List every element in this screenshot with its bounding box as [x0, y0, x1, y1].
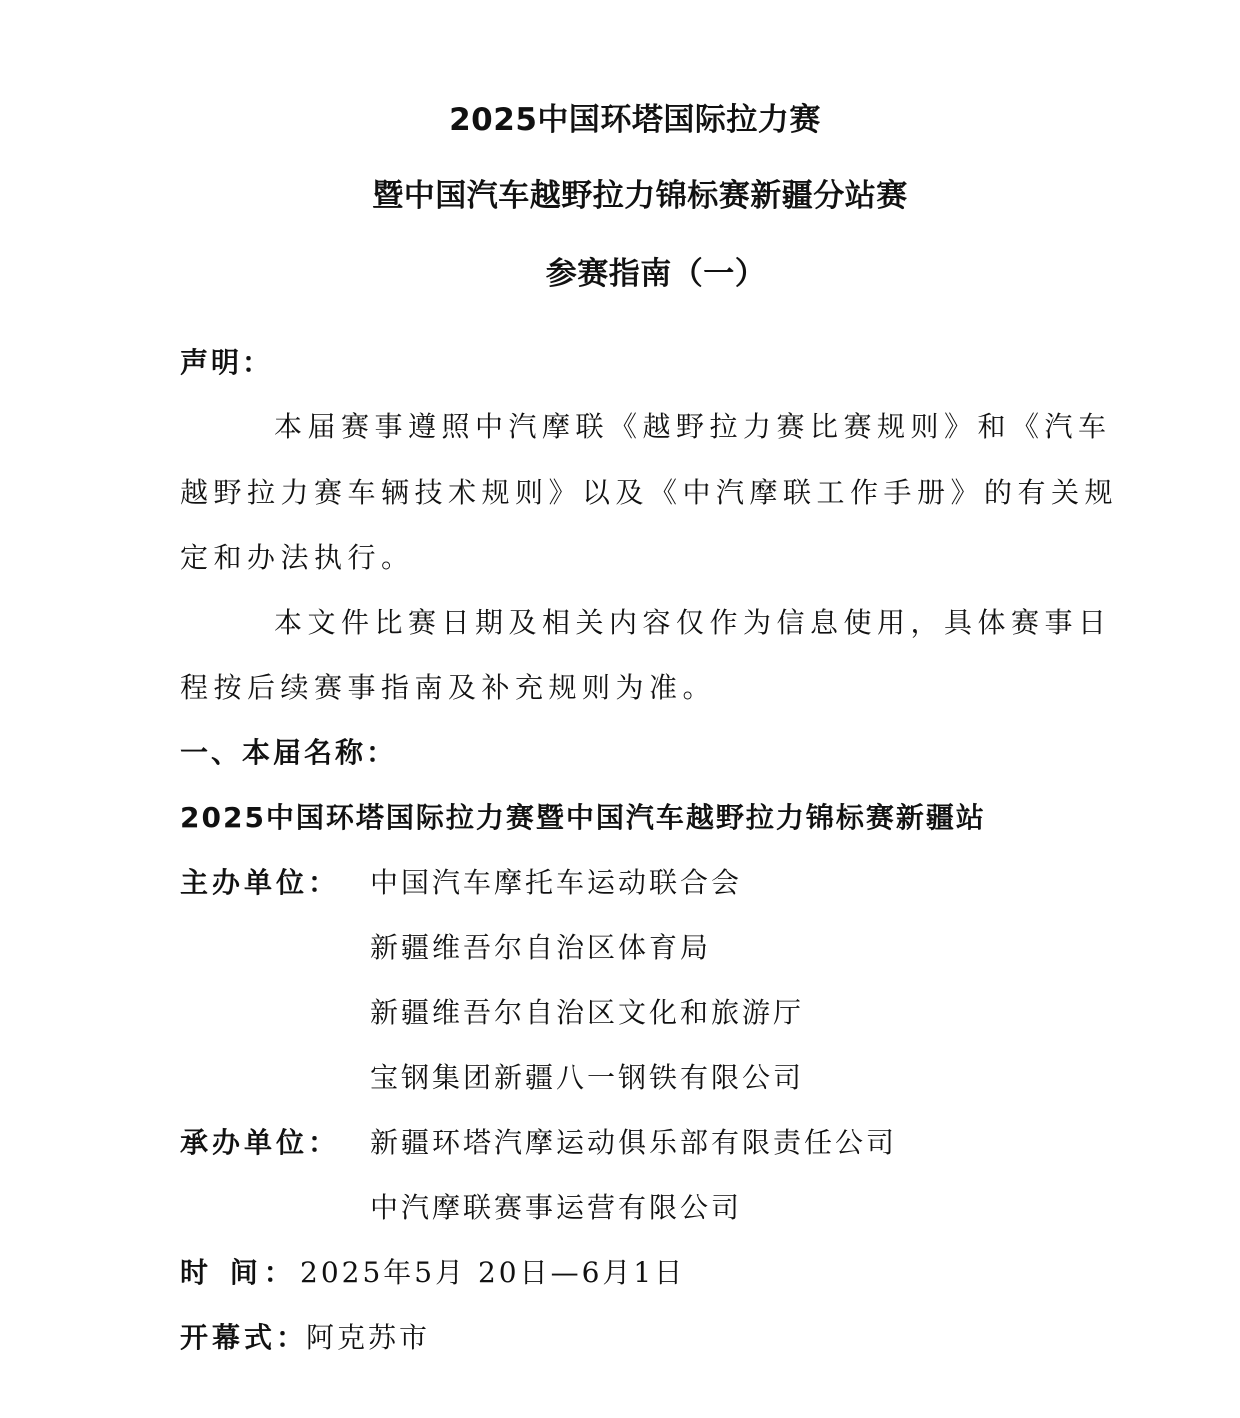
- section-1-heading: 一、本届名称：: [180, 736, 398, 769]
- hosts-label: 承办单位：: [180, 1126, 341, 1159]
- document-title-line-2: 暨中国汽车越野拉力锦标赛新疆分站赛: [372, 178, 908, 214]
- statement-paragraph-2-line-2: 程按后续赛事指南及补充规则为准。: [180, 671, 717, 704]
- host-item: 新疆环塔汽摩运动俱乐部有限责任公司: [370, 1126, 898, 1159]
- organizer-item: 新疆维吾尔自治区文化和旅游厅: [370, 996, 805, 1029]
- organizers-label: 主办单位：: [180, 866, 341, 899]
- statement-paragraph-1-line-2: 越野拉力赛车辆技术规则》以及《中汽摩联工作手册》的有关规: [180, 476, 1119, 509]
- organizer-item: 新疆维吾尔自治区体育局: [370, 931, 712, 964]
- statement-paragraph-1-line-3: 定和办法执行。: [180, 541, 415, 574]
- document-title-line-1: 2025中国环塔国际拉力赛: [449, 102, 821, 138]
- time-label: 时 间：: [180, 1256, 298, 1289]
- statement-paragraph-2-line-1: 本文件比赛日期及相关内容仅作为信息使用，具体赛事日: [274, 606, 1112, 639]
- document-title-line-3: 参赛指南（一）: [545, 256, 767, 292]
- organizer-item: 宝钢集团新疆八一钢铁有限公司: [370, 1061, 805, 1094]
- organizer-item: 中国汽车摩托车运动联合会: [370, 866, 743, 899]
- opening-value: 阿克苏市: [306, 1321, 431, 1354]
- statement-heading: 声明：: [180, 346, 274, 379]
- host-item: 中汽摩联赛事运营有限公司: [370, 1191, 743, 1224]
- opening-label: 开幕式：: [180, 1321, 309, 1354]
- statement-paragraph-1-line-1: 本届赛事遵照中汽摩联《越野拉力赛比赛规则》和《汽车: [274, 410, 1112, 443]
- time-value: 2025年5月 20日—6月1日: [300, 1256, 686, 1289]
- event-name: 2025中国环塔国际拉力赛暨中国汽车越野拉力锦标赛新疆站: [180, 801, 986, 834]
